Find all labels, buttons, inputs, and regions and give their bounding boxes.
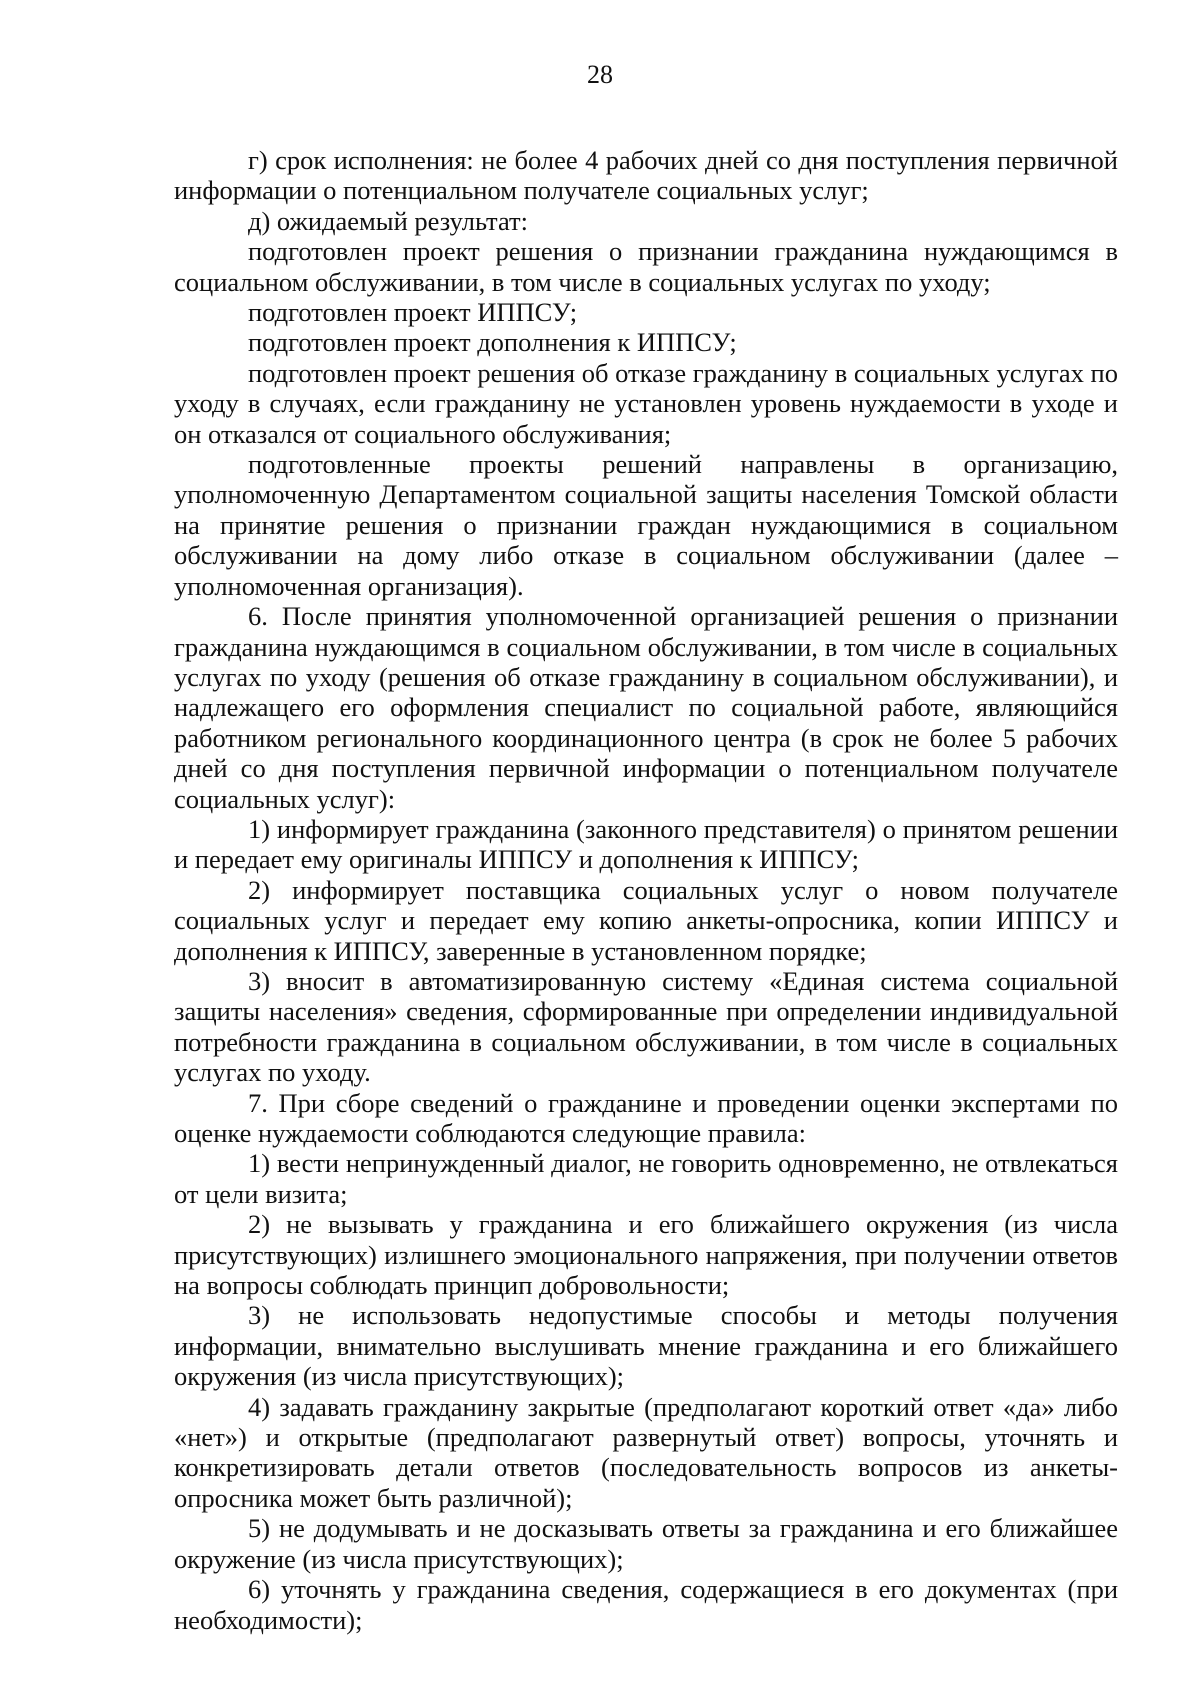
page-number: 28 — [587, 60, 613, 89]
paragraph-result-sent-to-organization: подготовленные проекты решений направлены в организацию, уполномоченную Департаментом социальной защиты населения Томской области на принятие решения о признании граждан нуждающимися в социальном обслуживании на дому либо отказе в социальном обслуживании (далее – уполномоченная организация). — [174, 449, 1118, 601]
paragraph-result-ippsu-draft: подготовлен проект ИППСУ; — [248, 297, 578, 328]
paragraph-expected-result: д) ожидаемый результат: — [248, 205, 528, 236]
paragraph-item-6: 6. После принятия уполномоченной организацией решения о признании гражданина нуждающимся в социальном обслуживании, в том числе в социальных услугах по уходу (решения об отказе гражданину в социальном обслуживании), и надлежащего его оформления специалист по социальной работе, являющийся работником регионального координационного центра (в срок не более 5 рабочих дней со дня поступления первичной информации о потенциальном получателе социальных услуг): — [174, 601, 1118, 814]
paragraph-item-6-3: 3) вносит в автоматизированную систему «Единая система социальной защиты населения» сведения, сформированные при определении индивидуальной потребности гражданина в социальном обслуживании, в том числе в социальных услугах по уходу. — [174, 965, 1118, 1088]
paragraph-deadline: г) срок исполнения: не более 4 рабочих дней со дня поступления первичной информации о потенциальном получателе социальных услуг; — [174, 145, 1118, 206]
paragraph-item-7-4: 4) задавать гражданину закрытые (предполагают короткий ответ «да» либо «нет») и открытые (предполагают развернутый ответ) вопросы, уточнять и конкретизировать детали ответов (последовательность вопросов из анкеты-опросника может быть различной); — [174, 1391, 1118, 1513]
paragraph-result-ippsu-addition: подготовлен проект дополнения к ИППСУ; — [248, 327, 737, 358]
paragraph-result-decision-draft: подготовлен проект решения о признании гражданина нуждающимся в социальном обслуживании, в том числе в социальных услугах по уходу; — [174, 236, 1118, 297]
document-body — [174, 145, 1118, 1635]
paragraph-item-7: 7. При сборе сведений о гражданине и проведении оценки экспертами по оценке нуждаемости соблюдаются следующие правила: — [174, 1087, 1118, 1148]
paragraph-item-6-2: 2) информирует поставщика социальных услуг о новом получателе социальных услуг и передает ему копию анкеты-опросника, копии ИППСУ и дополнения к ИППСУ, заверенные в установленном порядке; — [174, 874, 1118, 966]
paragraph-item-6-1: 1) информирует гражданина (законного представителя) о принятом решении и передает ему оригиналы ИППСУ и дополнения к ИППСУ; — [174, 813, 1118, 875]
paragraph-item-7-2: 2) не вызывать у гражданина и его ближайшего окружения (из числа присутствующих) излишнего эмоционального напряжения, при получении ответов на вопросы соблюдать принцип добровольности; — [174, 1209, 1118, 1301]
paragraph-item-7-1: 1) вести непринужденный диалог, не говорить одновременно, не отвлекаться от цели визита; — [174, 1148, 1118, 1209]
paragraph-result-refusal-draft: подготовлен проект решения об отказе гражданину в социальных услугах по уходу в случаях, если гражданину не установлен уровень нуждаемости в уходе и он отказался от социального обслуживания; — [174, 357, 1118, 449]
paragraph-item-7-6: 6) уточнять у гражданина сведения, содержащиеся в его документах (при необходимости); — [174, 1574, 1118, 1635]
paragraph-item-7-5: 5) не додумывать и не досказывать ответы за гражданина и его ближайшее окружение (из числа присутствующих); — [174, 1513, 1118, 1574]
paragraph-item-7-3: 3) не использовать недопустимые способы и методы получения информации, внимательно выслушивать мнение гражданина и его ближайшего окружения (из числа присутствующих); — [174, 1300, 1118, 1392]
